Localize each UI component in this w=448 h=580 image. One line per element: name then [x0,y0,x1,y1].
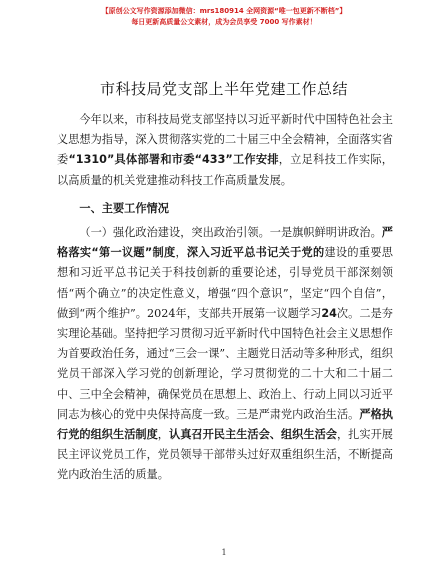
para1-text-4: 次。二是夯实理论基础。坚持把学习贯彻习近平新时代中国特色社会主义思想作为首要政治任务，通过“三会一课”、主题党日活动等多种形式，组织党员干部深入学习党的创新理论，学习贯彻党的二十大和二十届二中、三中全会精神，确保党员在思想上、政治上、行动上同以习近平同志为核心的党中央保持高度一致。三是严肃党内政治生活。 [57,306,393,421]
intro-bold-1: “1310”具体部署和市委“433”工作安排 [68,153,279,167]
intro-text-2: ，立足科技工作实际，以高质量的机关党建推动科技工作高质量发展。 [57,153,393,187]
para1-bold-1: 严格落实“第一议题”制度 [57,226,393,260]
section-heading: 一、主要工作情况 [79,201,169,215]
promo-banner-line-2: 每日更新高质量公文素材，成为会员享受 7000 写作素材！ [131,18,317,26]
para1-bold-2: 深入习近平总书记关于党的 [186,246,325,260]
intro-text-1: 今年以来，市科技局党支部坚持以习近平新时代中国特色社会主义思想为指导，深入贯彻落实党的二十届三中全会精神，全面落实省委 [57,113,393,167]
document-title: 市科技局党支部上半年党建工作总结 [99,80,348,98]
page-number: 1 [221,548,227,557]
para1-bold-4: 严格执行党的组织生活制度 [57,407,393,442]
para1-bold-3: 24 [321,306,337,320]
para1-text-6: ，扎实开展民主评议党员工作，党员领导干部带头过好双重组织生活，不断提高党内政治生活的质量。 [57,428,393,482]
document-body [57,110,393,486]
para1-bold-5: 认真召开民主生活会、组织生活会 [169,428,337,442]
promo-banner-line-1: 【原创公文写作资源添加微信：mrs180914 全网资源“唯一包更新不断档”】 [101,7,347,15]
para1-text-1: （一）强化政治建设，突出政治引领。一是旗帜鲜明讲政治。 [79,226,382,240]
intro-paragraph [57,110,393,191]
para1-text-5: ， [157,428,169,442]
para1-text-3: 建设的重要思想和习近平总书记关于科技创新的重要论述，引导党员干部深刻领悟“两个确立”的决定性意义，增强“四个意识”，坚定“四个自信”，做到“两个维护”。2024年，支部共开展第一议题学习 [57,246,393,320]
body-paragraph-1 [57,223,393,486]
para1-text-2: ， [175,246,187,260]
promo-banner [0,6,448,28]
